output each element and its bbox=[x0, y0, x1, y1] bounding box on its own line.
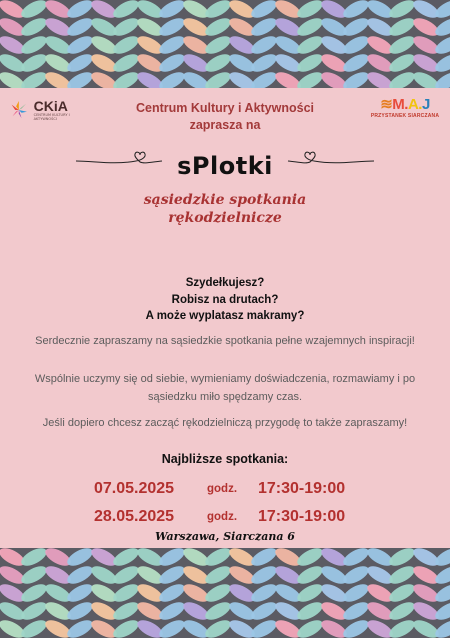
heart-flourish-right-icon bbox=[286, 148, 376, 172]
knit-pattern-bottom bbox=[0, 548, 450, 638]
question-2: Robisz na drutach? bbox=[171, 294, 279, 306]
paragraph-invitation: Serdecznie zapraszamy na sąsiedzkie spotkania pełne wzajemnych inspiracji! bbox=[35, 335, 415, 347]
ckia-logo bbox=[8, 96, 88, 124]
time-label: godz. bbox=[207, 483, 238, 495]
knit-pattern-top bbox=[0, 0, 450, 88]
event-subtitle-line2: rękodzielnicze bbox=[168, 210, 282, 226]
paragraph-description: Wspólnie uczymy się od siebie, wymieniamy doświadczenia, rozmawiamy i po sąsiedzku miło spędzamy czas. bbox=[34, 373, 416, 403]
time-label: godz. bbox=[207, 511, 238, 523]
maj-logo bbox=[368, 97, 442, 125]
invite-line: zaprasza na bbox=[189, 118, 261, 132]
maj-logo-tagline: PRZYSTANEK SIARCZANA bbox=[370, 113, 440, 119]
schedule-heading: Najbliższe spotkania: bbox=[161, 452, 289, 466]
event-title: sPlotki bbox=[177, 152, 273, 180]
ckia-logo-icon bbox=[8, 98, 30, 122]
meeting-time: 17:30-19:00 bbox=[258, 508, 346, 525]
question-3: A może wyplatasz makramy? bbox=[145, 310, 305, 322]
ckia-logo-tagline: CENTRUM KULTURY I AKTYWNOŚCI bbox=[33, 113, 70, 121]
meeting-row bbox=[0, 480, 450, 502]
organizer-name: Centrum Kultury i Aktywności bbox=[135, 101, 315, 115]
event-address: Warszawa, Siarczana 6 bbox=[155, 530, 295, 543]
meeting-time: 17:30-19:00 bbox=[258, 480, 346, 497]
event-subtitle-line1: sąsiedzkie spotkania bbox=[143, 192, 307, 208]
paragraph-beginners: Jeśli dopiero chcesz zacząć rękodzielniczą przygodę to także zapraszamy! bbox=[42, 417, 408, 429]
question-1: Szydełkujesz? bbox=[185, 277, 265, 289]
ckia-logo-name: CKiA bbox=[33, 98, 68, 114]
meeting-date: 07.05.2025 bbox=[94, 480, 175, 497]
meeting-date: 28.05.2025 bbox=[94, 508, 175, 525]
meeting-row bbox=[0, 508, 450, 530]
maj-logo-name: ≋M.A.J bbox=[380, 96, 430, 113]
